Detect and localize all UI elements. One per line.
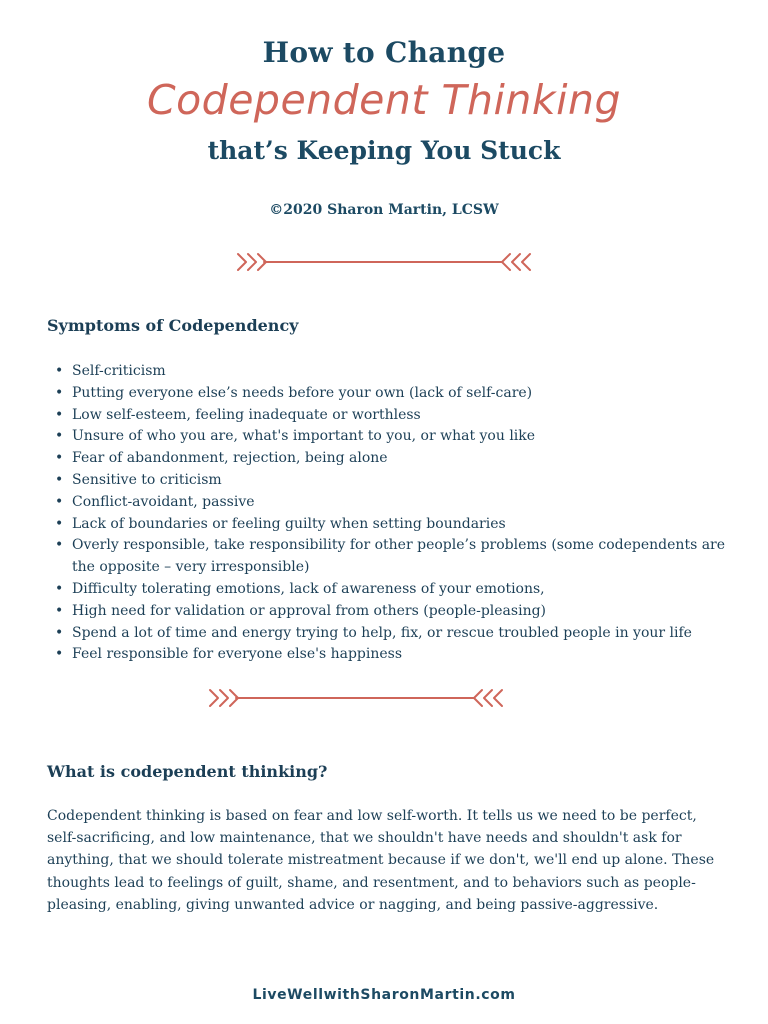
- middle-divider-icon: [206, 686, 506, 710]
- list-item: • Difficulty tolerating emotions, lack of awareness of your emotions,: [47, 579, 727, 601]
- title-line-1: How to Change: [262, 36, 506, 69]
- thinking-paragraph: Codependent thinking is based on fear and low self-worth. It tells us we need to be perfect, self-sacrificing, and low maintenance, that we shouldn't have needs and shouldn't ask for anything, that we should tolerate mistreatment because if we don't, we'll end up alone. These thoughts lead to feelings of guilt, shame, and resentment, and to behaviors such as people-pleasing, enabling, giving unwanted advice or nagging, and being passive-aggressive.: [47, 808, 715, 913]
- website-link[interactable]: LiveWellwithSharonMartin.com: [252, 987, 516, 1003]
- list-item: • Unsure of who you are, what's important to you, or what you like: [47, 426, 727, 448]
- list-item: • Fear of abandonment, rejection, being alone: [47, 448, 727, 470]
- symptoms-heading: Symptoms of Codependency: [47, 316, 299, 335]
- copyright-byline: ©2020 Sharon Martin, LCSW: [269, 202, 499, 218]
- list-item: • Putting everyone else’s needs before your own (lack of self-care): [47, 383, 727, 405]
- list-item: • Overly responsible, take responsibility for other people’s problems (some codependents are the opposite – very irresponsible): [47, 535, 727, 579]
- list-item: • Self-criticism: [47, 361, 727, 383]
- list-item: • Spend a lot of time and energy trying to help, fix, or rescue troubled people in your life: [47, 623, 727, 645]
- thinking-heading: What is codependent thinking?: [47, 762, 328, 781]
- list-item: • Sensitive to criticism: [47, 470, 727, 492]
- list-item: • High need for validation or approval from others (people-pleasing): [47, 601, 727, 623]
- list-item: • Feel responsible for everyone else's happiness: [47, 644, 727, 666]
- symptoms-list: [47, 361, 727, 666]
- list-item: • Conflict-avoidant, passive: [47, 492, 727, 514]
- list-item: • Lack of boundaries or feeling guilty when setting boundaries: [47, 514, 727, 536]
- title-line-2-script: Codependent Thinking: [146, 76, 622, 124]
- title-line-3: that’s Keeping You Stuck: [207, 136, 561, 165]
- list-item: • Low self-esteem, feeling inadequate or worthless: [47, 405, 727, 427]
- top-divider-icon: [234, 250, 534, 274]
